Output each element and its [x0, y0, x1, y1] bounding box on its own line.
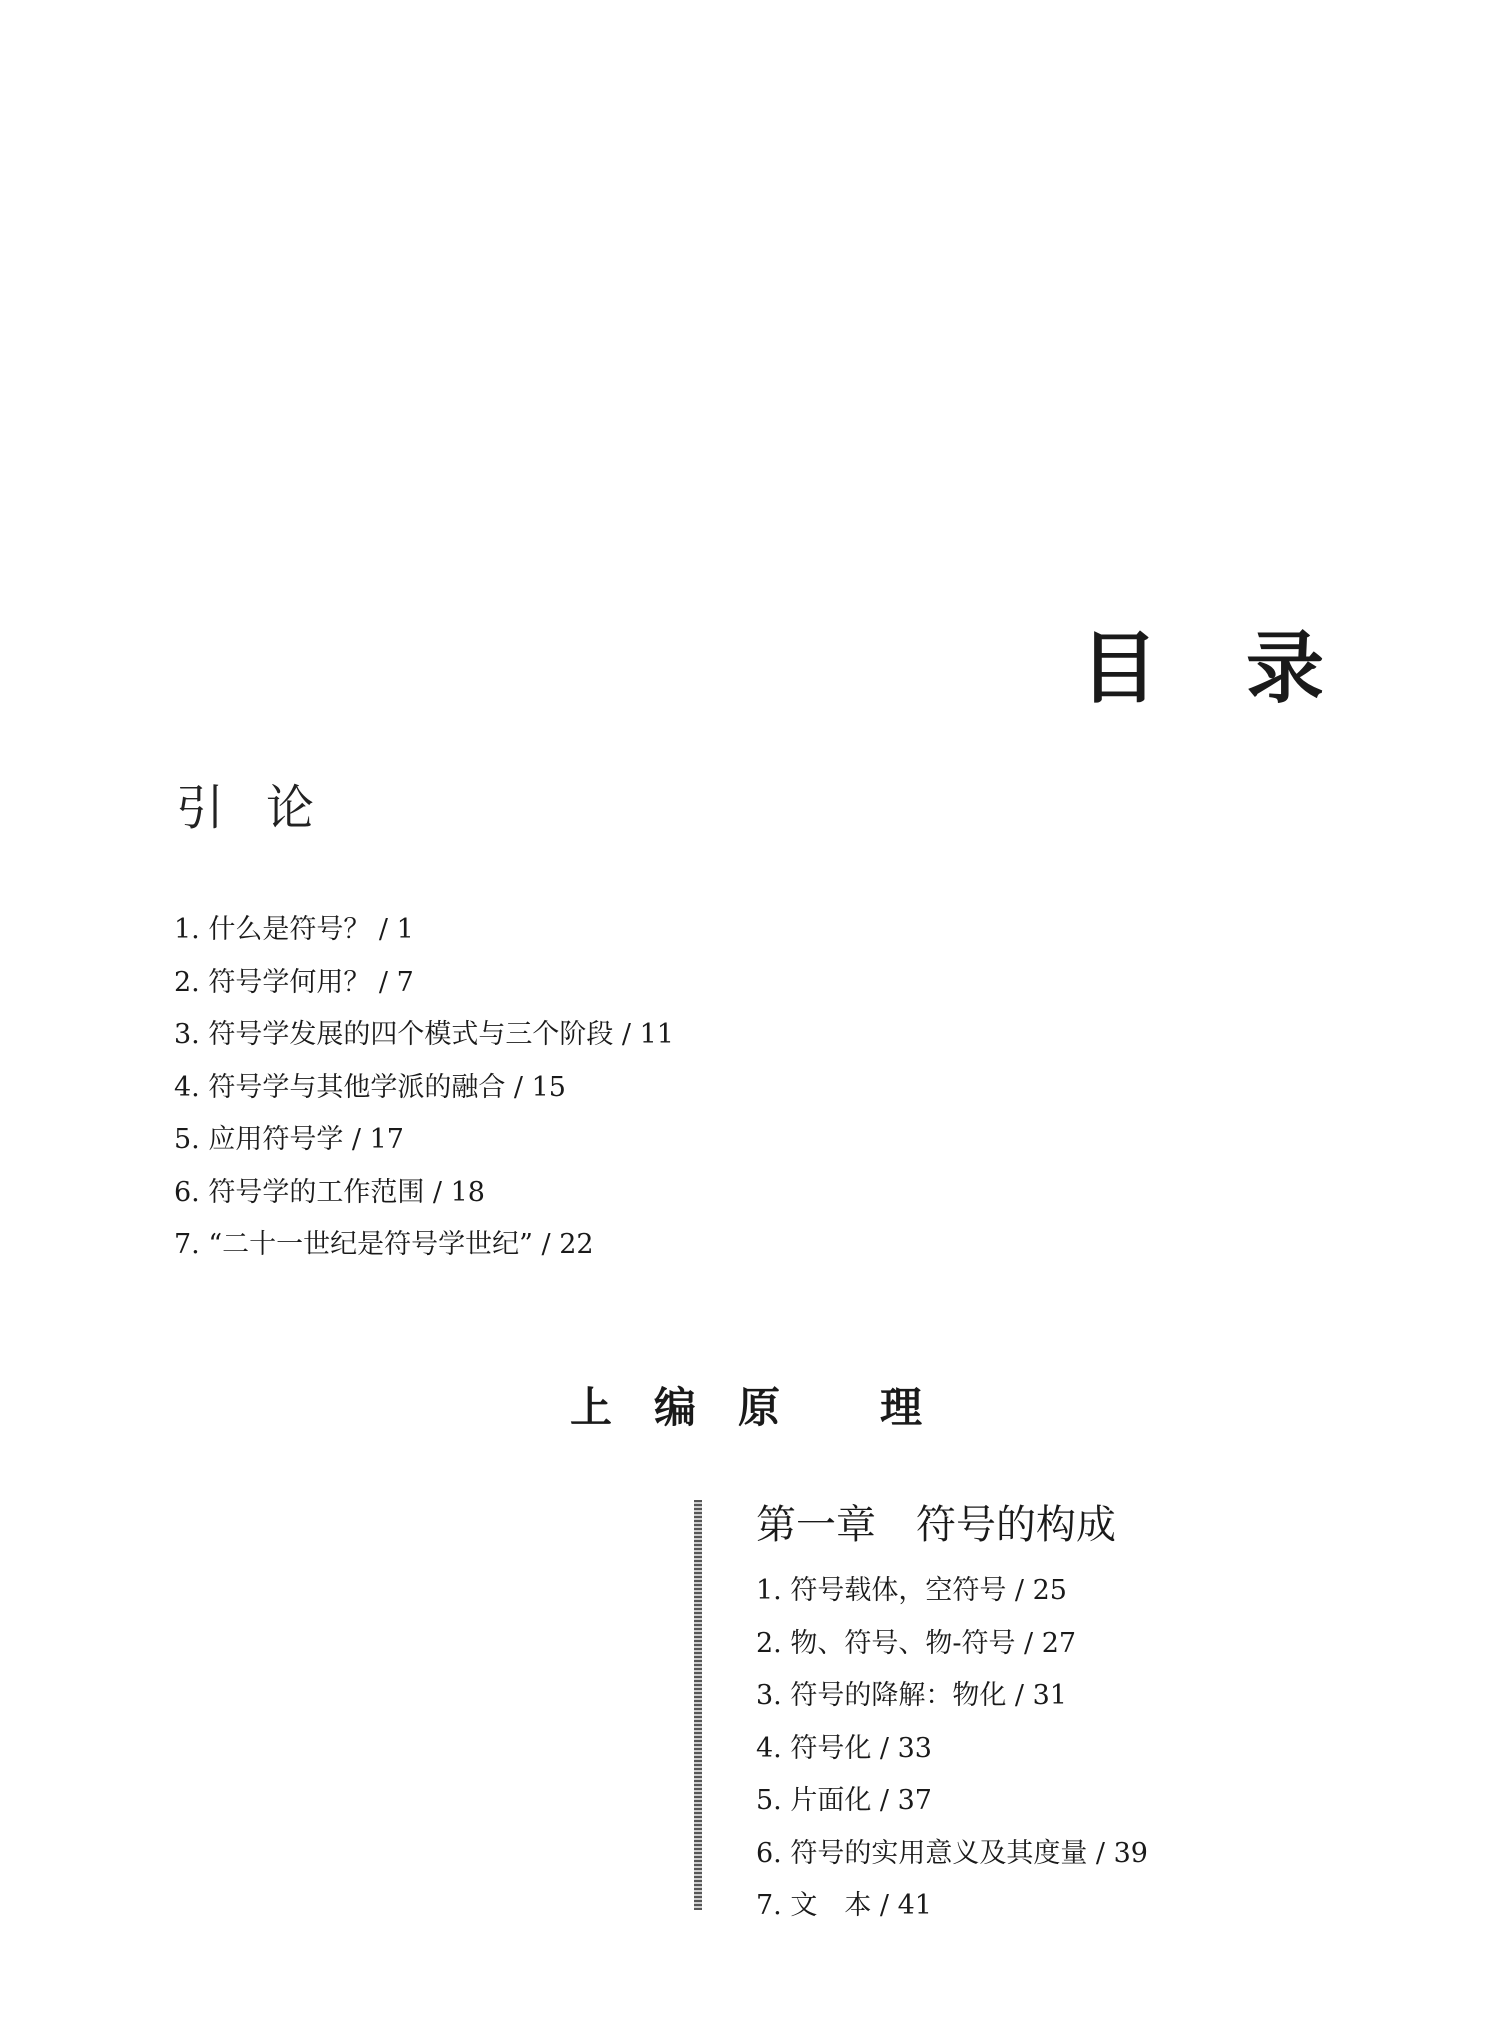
- toc-entry[interactable]: 3. 符号学发展的四个模式与三个阶段 / 11: [174, 1019, 674, 1050]
- toc-entry[interactable]: 3. 符号的降解：物化 / 31: [756, 1680, 1067, 1711]
- intro-toc-list: [174, 904, 674, 1272]
- toc-entry[interactable]: 1. 符号载体，空符号 / 25: [756, 1575, 1067, 1606]
- toc-entry[interactable]: 2. 符号学何用？ / 7: [174, 966, 414, 998]
- part-heading-char: 编: [654, 1383, 697, 1432]
- chapter-title: 符号的构成: [916, 1502, 1116, 1548]
- toc-entry[interactable]: 2. 物、符号、物-符号 / 27: [756, 1627, 1077, 1659]
- part-heading: [570, 1383, 923, 1432]
- page-title: 目录: [1080, 624, 1413, 714]
- toc-entry[interactable]: 1. 什么是符号？ / 1: [174, 914, 414, 945]
- toc-entry[interactable]: 6. 符号的实用意义及其度量 / 39: [756, 1837, 1148, 1869]
- toc-entry[interactable]: 4. 符号化 / 33: [756, 1732, 932, 1764]
- toc-entry[interactable]: 4. 符号学与其他学派的融合 / 15: [174, 1071, 566, 1103]
- toc-entry[interactable]: 5. 应用符号学 / 17: [174, 1124, 404, 1155]
- intro-heading: 引论: [176, 780, 357, 836]
- part-heading-char: 理: [880, 1383, 923, 1432]
- toc-entry[interactable]: 7. “二十一世纪是符号学世纪” / 22: [174, 1229, 594, 1260]
- chapter-label: 第一章: [756, 1502, 876, 1548]
- chapter-decorative-rule: [694, 1500, 702, 1910]
- part-heading-char: 原: [738, 1383, 781, 1432]
- chapter1-toc-list: [756, 1565, 1148, 1933]
- toc-entry[interactable]: 7. 文 本 / 41: [756, 1890, 932, 1921]
- toc-entry[interactable]: 6. 符号学的工作范围 / 18: [174, 1176, 485, 1208]
- toc-entry[interactable]: 5. 片面化 / 37: [756, 1785, 932, 1816]
- part-heading-char: 上: [570, 1383, 613, 1432]
- chapter-heading: [756, 1502, 1116, 1548]
